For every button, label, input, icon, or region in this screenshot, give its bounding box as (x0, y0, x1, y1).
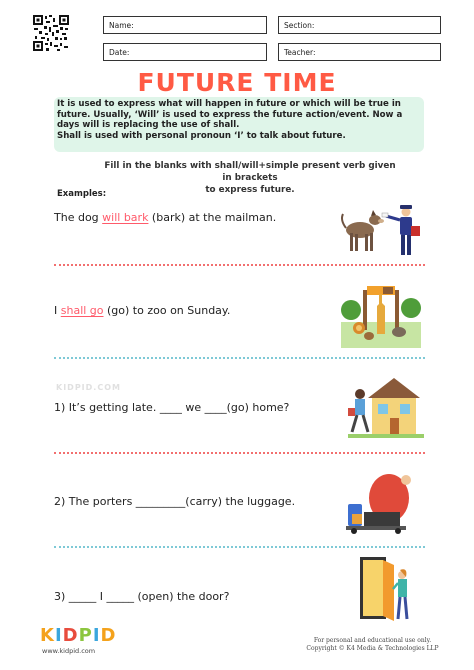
sentence-text: I (54, 304, 61, 317)
logo-letter: K (40, 625, 55, 646)
answer-divider (54, 264, 425, 266)
answer-divider (54, 452, 425, 454)
logo-letter: D (100, 625, 117, 646)
house-illustration (348, 374, 424, 440)
examples-label: Examples: (57, 189, 107, 199)
info-line: future. Usually, ‘Will’ is used to express the future action/event. Now a (57, 109, 403, 120)
sentence-text: The dog (54, 211, 103, 224)
info-line: Shall is used with personal pronoun ‘I’ to talk about future. (57, 130, 346, 141)
zoo-illustration (341, 276, 421, 348)
instruction-line: to express future. (205, 185, 295, 195)
door-illustration (356, 555, 418, 623)
date-field[interactable] (103, 43, 267, 61)
sentence-text: (go) to zoo on Sunday. (103, 304, 231, 317)
name-field[interactable] (103, 16, 267, 34)
kidpid-logo (40, 625, 116, 646)
example-answer: will bark (102, 211, 149, 224)
section-field[interactable] (278, 16, 441, 34)
example-sentence-2 (54, 304, 230, 317)
dog-mailman-illustration (338, 200, 428, 260)
footer-line: Copyright © K4 Media & Technologies LLP (306, 645, 439, 652)
sentence-text: (bark) at the mailman. (148, 211, 277, 224)
logo-letter: P (78, 625, 93, 646)
info-text (57, 99, 425, 141)
question-3: 3) _____ I _____ (open) the door? (54, 590, 230, 603)
teacher-label: Teacher: (284, 48, 316, 57)
footer-copyright (300, 637, 445, 653)
logo-letter: I (92, 625, 101, 646)
instruction-line: Fill in the blanks with shall/will+simple present verb given in brackets (104, 161, 396, 183)
qr-code-icon (33, 15, 69, 51)
answer-divider (54, 546, 425, 548)
date-label: Date: (109, 48, 130, 57)
page-title: FUTURE TIME (137, 68, 337, 97)
question-2: 2) The porters _________(carry) the luggage. (54, 495, 296, 508)
instruction-text (100, 160, 400, 196)
answer-divider (54, 357, 425, 359)
example-sentence-1 (54, 211, 276, 224)
footer-url[interactable]: www.kidpid.com (42, 647, 96, 655)
example-answer: shall go (60, 304, 104, 317)
watermark: KIDPID.COM (56, 383, 121, 392)
teacher-field[interactable] (278, 43, 441, 61)
info-line: It is used to express what will happen in future or which will be true in (57, 99, 401, 109)
name-label: Name: (109, 21, 134, 30)
info-line: days will is replacing the use of shall. (57, 120, 240, 131)
footer-line: For personal and educational use only. (313, 637, 432, 644)
logo-letter: I (54, 625, 63, 646)
section-label: Section: (284, 21, 315, 30)
question-1: 1) It’s getting late. ____ we ____(go) home? (54, 401, 290, 414)
logo-letter: D (62, 625, 79, 646)
porter-illustration (344, 468, 424, 534)
